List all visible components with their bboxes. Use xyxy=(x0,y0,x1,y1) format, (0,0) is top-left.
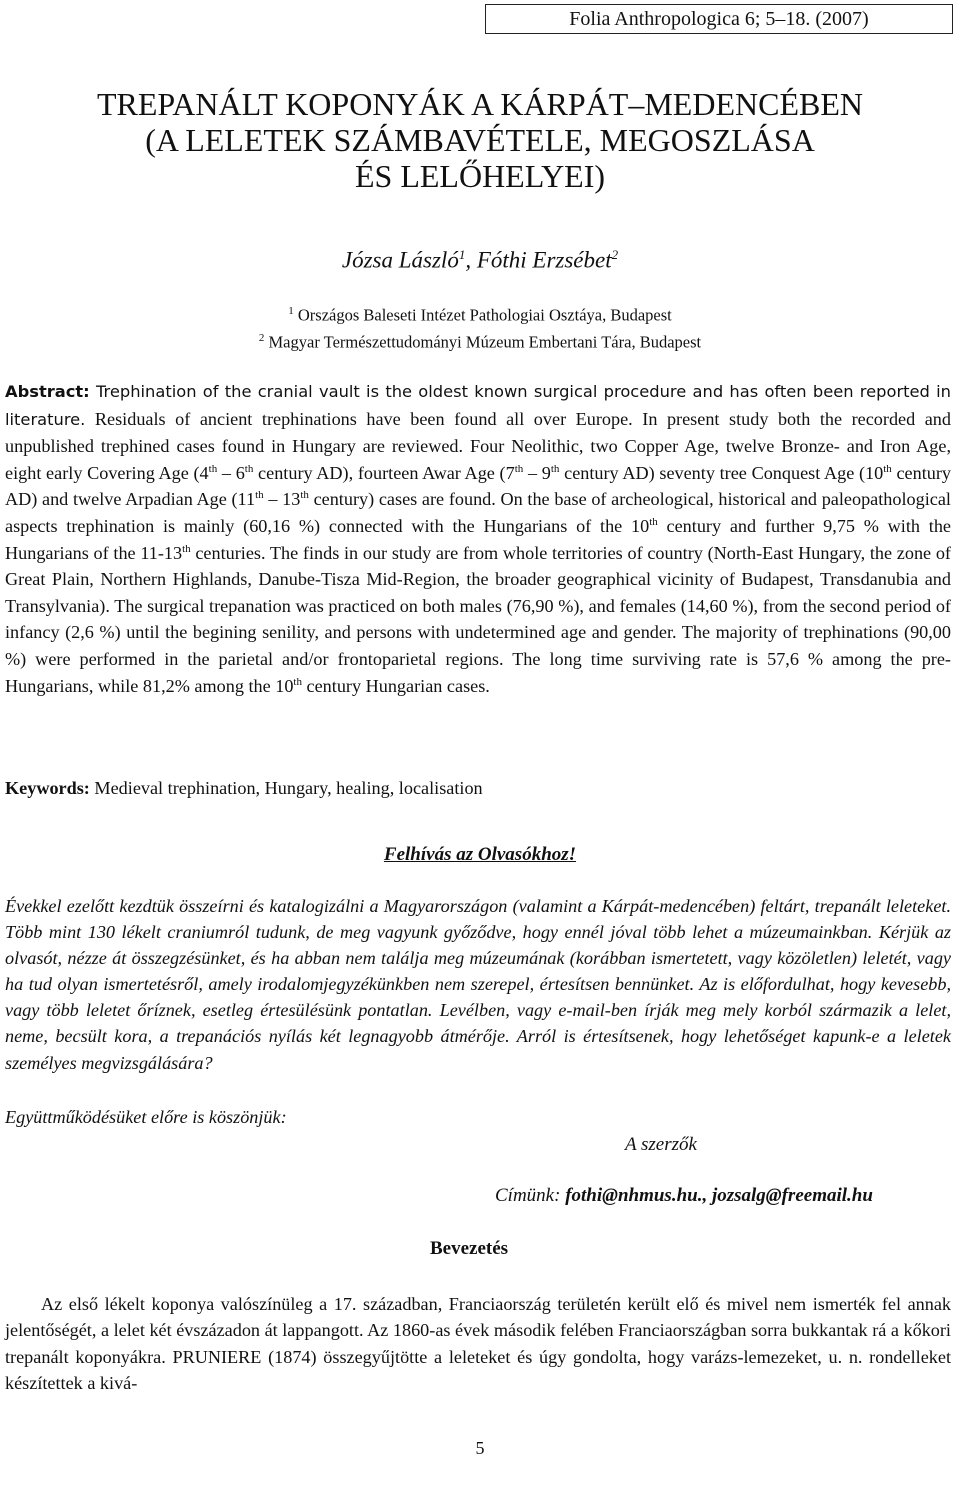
keywords-label: Keywords: xyxy=(5,778,90,798)
page-number: 5 xyxy=(475,1438,485,1458)
author-2: Fóthi Erzsébet xyxy=(476,247,612,273)
title-line-3: ÉS LELŐHELYEI) xyxy=(354,158,606,194)
superscript-th: th xyxy=(649,515,658,528)
notice-thanks: Együttműködésüket előre is köszönjük: xyxy=(5,1107,287,1127)
keywords xyxy=(5,775,951,801)
affiliation-2-text: Magyar Természettudományi Múzeum Embertani Tára, Budapest xyxy=(264,332,702,352)
author-1: Józsa László xyxy=(341,247,459,273)
superscript-th: th xyxy=(293,675,302,688)
title-line-2: (A LELETEK SZÁMBAVÉTELE, MEGOSZLÁSA xyxy=(145,122,815,158)
superscript-th: th xyxy=(550,462,560,475)
author-list xyxy=(20,240,940,276)
author-2-mark: 2 xyxy=(611,247,619,262)
abstract xyxy=(5,378,951,699)
abstract-text: – 6 xyxy=(217,462,245,483)
notice-title: Felhívás az Olvasókhoz! xyxy=(383,844,577,865)
affiliation-2 xyxy=(20,327,940,354)
abstract-sentence-1: Trephination of the cranial vault is the oldest known surgical procedure and has often been reported in literature. xyxy=(5,382,951,429)
address-label: Címünk: xyxy=(495,1185,566,1206)
notice-signature: A szerzők xyxy=(625,1134,697,1155)
affiliation-2-mark: 2 xyxy=(258,332,265,344)
abstract-text: – 13 xyxy=(263,489,301,510)
notice-body: Évekkel ezelőtt kezdtük összeírni és katalogizálni a Magyarországon (valamint a Kárpát-medencében) feltárt, trepanált leleteket. Több mint 130 lékelt craniumról tudunk, de meg vagyunk győződve, hogy ennél jóval több lehet a múzeumainkban. Kérjük az olvasót, nézze át összegzésünket, és ha abban nem találja meg múzeumának (korábban ismertetett, vagy közöletlen) leletét, vagy ha tud olyan ismertetésről, amely irodalomjegyzékünkben nem szerepel, értesítsen bennünket. Az is előfordulhat, hogy kevesebb, vagy több leletet őríznek, esetleg értesülésünk pontatlan. Levélben, vagy e-mail-ben írják meg mely korból származik a lelet, neme, becsült kora, a trepanációs nyílás két legnagyobb átmérője. Arról is értesítsenek, hogy lehetőséget kapunk-e a leletek személyes megvizsgálására? xyxy=(5,896,951,1073)
section-title-introduction: Bevezetés xyxy=(430,1238,509,1259)
journal-citation: Folia Anthropologica 6; 5–18. (2007) xyxy=(485,4,953,34)
abstract-text: century) cases are found. On the base of archeological, historical and paleopathological aspects trephination is mainly (60,16 %) connected with the Hungarians of the 10 xyxy=(5,489,951,536)
author-1-mark: 1 xyxy=(458,247,466,262)
introduction-text: Az első lékelt koponya valószínüleg a 17. században, Franciaország területén került elő és mivel nem ismerték fel annak jelentőségét, a lelet két évszázadon át lappangott. Az 1860-as évek második felében Franciaországban sorra bukkantak rá a kőkori trepanált koponyákra. PRUNIERE (1874) összegyűjtötte a leleteket és úgy gondolta, hogy varázs-lemezeket, u. n. rondelleket készítettek a kivá- xyxy=(5,1294,951,1394)
superscript-th: th xyxy=(208,462,218,475)
superscript-th: th xyxy=(255,489,264,502)
author-separator: , xyxy=(465,247,477,273)
abstract-text: century AD) and twelve Arpadian Age (11 xyxy=(5,462,952,510)
abstract-label: Abstract: xyxy=(5,382,90,401)
affiliation-1-text: Országos Baleseti Intézet Pathologiai Osztáya, Budapest xyxy=(293,305,672,325)
abstract-text: Residuals of ancient trephinations have been found all over Europe. In present study both the recorded and unpublished trephined cases found in Hungary are reviewed. Four Neolithic, two Copper Age, twelve Bronze- and Iron Age, eight early Covering Age (4 xyxy=(5,408,951,483)
keywords-text: Medieval trephination, Hungary, healing, localisation xyxy=(89,778,483,798)
superscript-th: th xyxy=(244,462,254,475)
superscript-th: th xyxy=(883,462,892,475)
abstract-text: – 9 xyxy=(523,462,551,483)
contact-address xyxy=(495,1185,873,1207)
abstract-text: century AD) seventy tree Conquest Age (10 xyxy=(559,462,884,483)
affiliation-1-mark: 1 xyxy=(288,305,294,317)
superscript-th: th xyxy=(514,462,524,475)
affiliation-1 xyxy=(20,300,940,327)
title-line-1: TREPANÁLT KOPONYÁK A KÁRPÁT–MEDENCÉBEN xyxy=(96,86,863,122)
abstract-text: century AD), fourteen Awar Age (7 xyxy=(253,462,515,483)
paper-title xyxy=(20,86,940,194)
abstract-text: centuries. The finds in our study are from whole territories of country (North-East Hungary, the zone of Great Plain, Northern Highlands, Danube-Tisza Mid-Region, the broader geographical vicinity of Budapest, Transdanubia and Transylvania). The surgical trepanation was practiced on both males (76,90 %), and females (14,60 %), from the second period of infancy (2,6 %) until the begining senility, and persons with undetermined age and gender. The majority of trephinations (90,00 %) were performed in the parietal and/or frontoparietal regions. The long time surviving rate is 57,6 % among the pre-Hungarians, while 81,2% among the 10 xyxy=(5,542,951,696)
superscript-th: th xyxy=(300,489,309,502)
abstract-text: century and further 9,75 % with the Hungarians of the 11-13 xyxy=(5,515,951,563)
abstract-text: century Hungarian cases. xyxy=(301,675,490,696)
superscript-th: th xyxy=(182,542,191,555)
email-addresses: fothi@nhmus.hu., jozsalg@freemail.hu xyxy=(565,1185,873,1206)
